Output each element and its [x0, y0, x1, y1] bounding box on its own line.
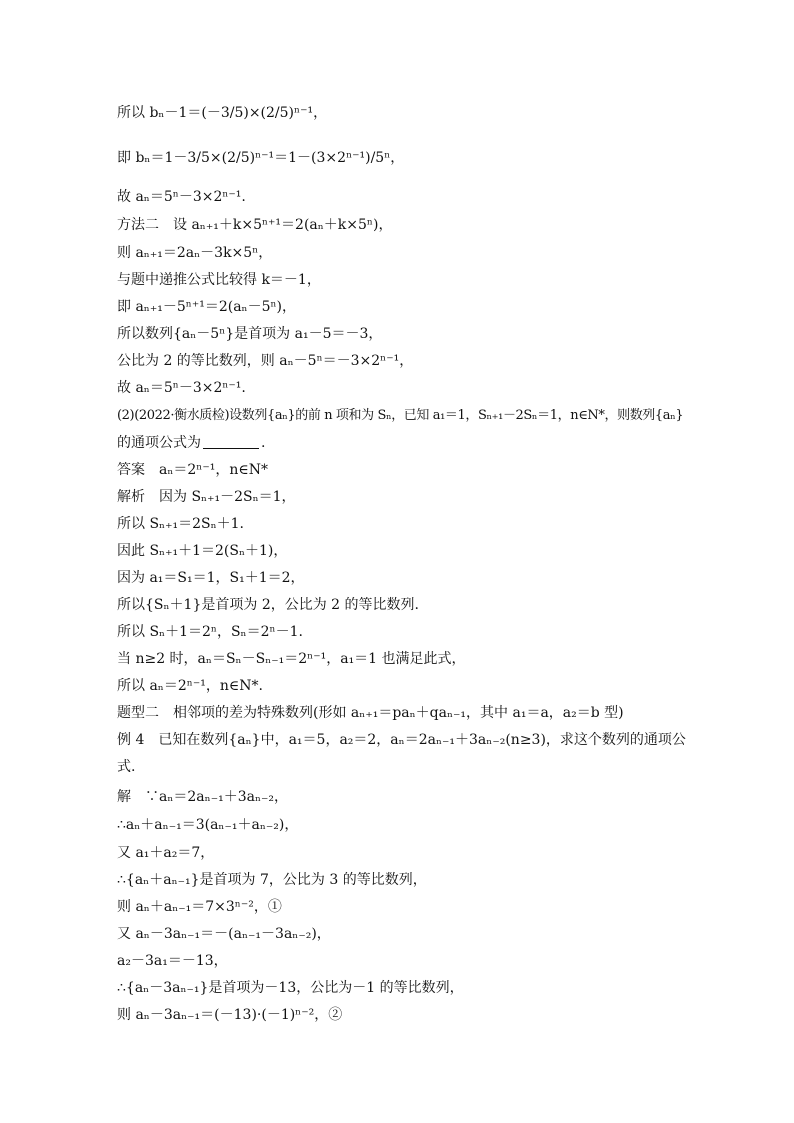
text-line: 故 aₙ＝5ⁿ－3×2ⁿ⁻¹. — [117, 380, 246, 396]
text-line: 方法二 设 aₙ₊₁＋k×5ⁿ⁺¹＝2(aₙ＋k×5ⁿ)， — [117, 217, 393, 233]
text-line: 因此 Sₙ₊₁＋1＝2(Sₙ＋1)， — [117, 543, 288, 559]
text-line: 故 aₙ＝5ⁿ－3×2ⁿ⁻¹. — [117, 189, 246, 205]
text-line: 因为 a₁＝S₁＝1，S₁＋1＝2， — [117, 570, 305, 586]
section-heading: 题型二 相邻项的差为特殊数列(形如 aₙ₊₁＝paₙ＋qaₙ₋₁，其中 a₁＝a，a₂＝b 型) — [117, 705, 624, 721]
text-line: ∴{aₙ＋aₙ₋₁}是首项为 7，公比为 3 的等比数列， — [117, 872, 427, 888]
text-line: 式. — [117, 759, 136, 775]
text-line: 当 n≥2 时，aₙ＝Sₙ－Sₙ₋₁＝2ⁿ⁻¹，a₁＝1 也满足此式， — [117, 651, 466, 667]
text-line: 所以 aₙ＝2ⁿ⁻¹，n∈N*. — [117, 678, 263, 694]
text-line: ∴{aₙ－3aₙ₋₁}是首项为－13，公比为－1 的等比数列， — [117, 980, 464, 996]
text-line: 所以 bₙ－1＝(－3/5)×(2/5)ⁿ⁻¹， — [117, 105, 328, 121]
text-line: 则 aₙ₊₁＝2aₙ－3k×5ⁿ， — [117, 245, 273, 261]
solution-line: 解 ∵aₙ＝2aₙ₋₁＋3aₙ₋₂， — [117, 789, 289, 805]
answer-blank — [203, 434, 259, 449]
question-text-continued: 的通项公式为 . — [117, 435, 266, 451]
analysis-line: 解析 因为 Sₙ₊₁－2Sₙ＝1， — [117, 489, 296, 505]
text-line: 又 aₙ－3aₙ₋₁＝－(aₙ₋₁－3aₙ₋₂)， — [117, 926, 331, 942]
question-text: (2)(2022·衡水质检)设数列{aₙ}的前 n 项和为 Sₙ，已知 a₁＝1，Sₙ₊₁－2Sₙ＝1，n∈N*，则数列{aₙ} — [117, 408, 684, 423]
text-line: 则 aₙ－3aₙ₋₁＝(－13)·(－1)ⁿ⁻²，② — [117, 1007, 343, 1023]
text-line: 所以{Sₙ＋1}是首项为 2，公比为 2 的等比数列. — [117, 597, 419, 613]
question-text-end: 的通项公式为 — [117, 435, 201, 451]
answer-line: 答案 aₙ＝2ⁿ⁻¹，n∈N* — [117, 462, 268, 478]
text-line: ∴aₙ＋aₙ₋₁＝3(aₙ₋₁＋aₙ₋₂)， — [117, 817, 299, 833]
text-line: 所以数列{aₙ－5ⁿ}是首项为 a₁－5＝－3， — [117, 326, 383, 342]
example-title: 例 4 已知在数列{aₙ}中，a₁＝5，a₂＝2，aₙ＝2aₙ₋₁＋3aₙ₋₂(n≥3)，求这个数列的通项公 — [117, 732, 686, 748]
text-line: 所以 Sₙ＋1＝2ⁿ，Sₙ＝2ⁿ－1. — [117, 624, 303, 640]
text-line: a₂－3a₁＝－13， — [117, 953, 228, 969]
text-line: 即 bₙ＝1－3/5×(2/5)ⁿ⁻¹＝1－(3×2ⁿ⁻¹)/5ⁿ， — [117, 150, 405, 166]
text-line: 所以 Sₙ₊₁＝2Sₙ＋1. — [117, 516, 245, 532]
text-line: 公比为 2 的等比数列，则 aₙ－5ⁿ＝－3×2ⁿ⁻¹， — [117, 353, 414, 369]
text-line: 即 aₙ₊₁－5ⁿ⁺¹＝2(aₙ－5ⁿ)， — [117, 299, 297, 315]
text-line: 则 aₙ＋aₙ₋₁＝7×3ⁿ⁻²，① — [117, 899, 282, 915]
text-line: 与题中递推公式比较得 k＝－1， — [117, 272, 321, 288]
text-line: 又 a₁＋a₂＝7， — [117, 845, 215, 861]
